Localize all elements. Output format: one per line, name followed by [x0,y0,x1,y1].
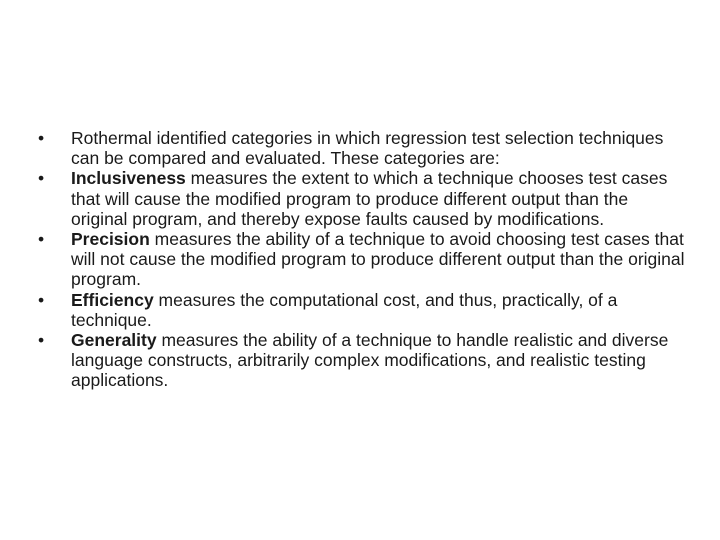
bullet-list [38,128,688,391]
bullet-text: measures the ability of a technique to avoid choosing test cases that will not cause the modified program to produce different output than the original program. [71,229,685,290]
bullet-text: Rothermal identified categories in which regression test selection techniques can be compared and evaluated. These categories are: [71,128,664,169]
bullet-item-precision [38,229,688,290]
bullet-item-efficiency [38,290,688,330]
bullet-text: measures the computational cost, and thus, practically, of a technique. [71,289,618,330]
bullet-term: Precision [71,229,150,250]
bullet-term: Inclusiveness [71,168,186,189]
bullet-text: measures the extent to which a technique chooses test cases that will cause the modified program to produce different output than the original program, and thereby expose faults caused by modifications. [71,168,668,229]
bullet-item-inclusiveness [38,168,688,229]
bullet-icon: • [38,168,45,189]
bullet-term: Generality [71,330,157,351]
bullet-term: Efficiency [71,289,154,310]
bullet-icon: • [38,330,45,351]
bullet-text: measures the ability of a technique to handle realistic and diverse language constructs, arbitrarily complex modifications, and realistic testing applications. [71,330,669,391]
bullet-icon: • [38,229,45,250]
bullet-icon: • [38,289,45,310]
bullet-item-intro [38,128,688,168]
bullet-icon: • [38,128,45,148]
bullet-item-generality [38,330,688,391]
